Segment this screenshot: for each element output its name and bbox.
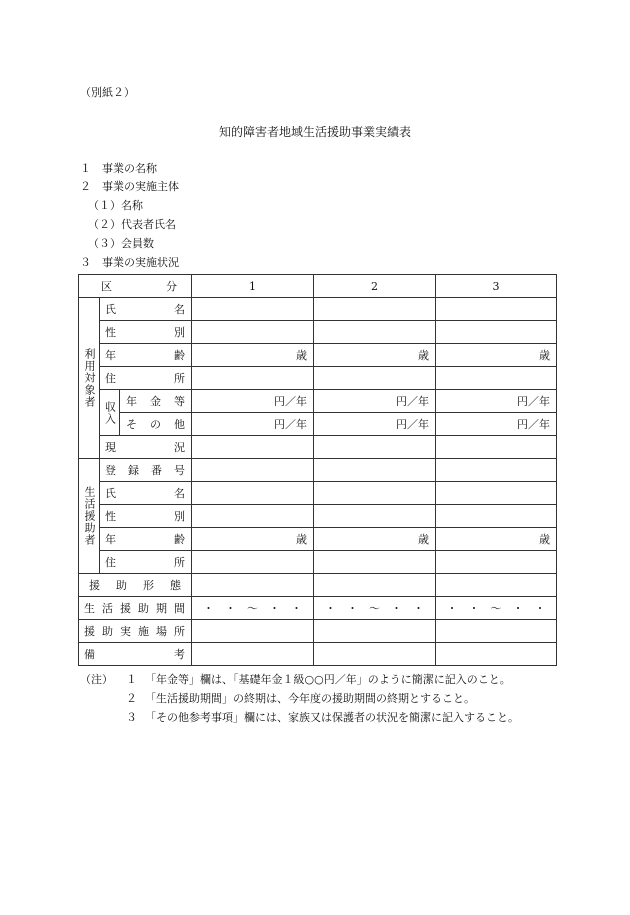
user-sex-row [79, 321, 557, 344]
label-char: 実 [120, 625, 131, 638]
header-ku: 区 [101, 280, 112, 293]
helper-sex-row [79, 505, 557, 528]
cell [436, 482, 557, 505]
yen-unit: 円／年 [314, 390, 436, 413]
label-char: 年 [105, 533, 116, 546]
yen-unit: 円／年 [436, 413, 557, 436]
label-char: 他 [174, 418, 186, 431]
user-status-row [79, 436, 557, 459]
cell [436, 574, 557, 597]
helper-group-label: 生活援助者 [79, 459, 100, 574]
helper-address-row [79, 551, 557, 574]
note-text: 「その他参考事項」欄には、家族又は保護者の状況を簡潔に記入すること。 [145, 711, 519, 724]
label-char: 号 [174, 464, 185, 477]
label-char: 所 [174, 556, 186, 569]
support-place-row [79, 620, 557, 643]
cell [192, 505, 314, 528]
label-char: 期 [156, 602, 167, 615]
page-title: 知的障害者地域生活援助事業実績表 [218, 125, 411, 139]
cell [314, 482, 436, 505]
label-char: 性 [105, 326, 116, 339]
label-char: 備 [84, 648, 95, 661]
record-table [78, 274, 557, 666]
cell [192, 620, 314, 643]
cell [314, 574, 436, 597]
header-row [79, 275, 557, 298]
column-header-2: 2 [314, 275, 436, 298]
cell [314, 321, 436, 344]
label-char: 態 [170, 579, 181, 592]
label-char: 場 [156, 625, 167, 638]
cell [436, 643, 557, 666]
user-age-row [79, 344, 557, 367]
cell [436, 459, 557, 482]
item-2: ２ 事業の実施主体 [80, 180, 179, 193]
cell [436, 551, 557, 574]
label-char: 況 [174, 441, 186, 454]
cell [192, 298, 314, 321]
label-char: 活 [102, 602, 113, 615]
cell [314, 551, 436, 574]
note-number: ３ [126, 711, 137, 724]
label-char: 施 [138, 625, 149, 638]
column-header-1: 1 [192, 275, 314, 298]
yen-unit: 円／年 [192, 390, 314, 413]
annex-label: （別紙２） [80, 86, 135, 99]
label-char: 番 [151, 464, 162, 477]
item-3: ３ 事業の実施状況 [80, 256, 179, 269]
income-label: 収入 [100, 390, 120, 436]
cell [192, 459, 314, 482]
column-header-3: 3 [436, 275, 557, 298]
label-char: 性 [105, 510, 116, 523]
label-char: 年 [126, 395, 137, 408]
label-char: 形 [143, 579, 154, 592]
age-unit: 歳 [192, 344, 314, 367]
item-1: １ 事業の名称 [80, 162, 157, 175]
user-name-row [79, 298, 557, 321]
item-2-2: （２）代表者氏名 [88, 218, 176, 231]
period-value: ・ ・ ～ ・ ・ [192, 597, 314, 620]
note-text: 「生活援助期間」の終期は、今年度の援助期間の終期とすること。 [145, 692, 475, 705]
label-char: 名 [174, 303, 186, 316]
cell [314, 436, 436, 459]
cell [436, 620, 557, 643]
age-unit: 歳 [436, 528, 557, 551]
age-unit: 歳 [192, 528, 314, 551]
label-char: 登 [105, 464, 116, 477]
cell [192, 551, 314, 574]
label-char: 金 [150, 395, 162, 408]
yen-unit: 円／年 [436, 390, 557, 413]
item-2-1: （１）名称 [88, 199, 143, 212]
label-char: 別 [174, 326, 186, 339]
age-unit: 歳 [314, 528, 436, 551]
label-char: 考 [174, 648, 186, 661]
label-char: そ [126, 418, 137, 431]
cell [436, 321, 557, 344]
item-2-3: （３）会員数 [88, 237, 154, 250]
cell [192, 574, 314, 597]
label-char: 生 [84, 602, 95, 615]
cell [192, 367, 314, 390]
notes-label: （注） [80, 673, 113, 686]
helper-registration-row [79, 459, 557, 482]
support-period-row [79, 597, 557, 620]
label-char: 住 [105, 556, 116, 569]
cell [314, 367, 436, 390]
remarks-row [79, 643, 557, 666]
label-char: 氏 [105, 303, 116, 316]
label-char: 間 [174, 602, 185, 615]
label-char: 援 [89, 579, 100, 592]
label-char: 等 [174, 395, 186, 408]
cell [192, 321, 314, 344]
note-number: １ [126, 673, 137, 686]
header-bun: 分 [166, 280, 178, 293]
label-char: 住 [105, 372, 116, 385]
note-text: 「年金等」欄は、「基礎年金１級○○円／年」のように簡潔に記入のこと。 [145, 673, 511, 686]
cell [436, 367, 557, 390]
age-unit: 歳 [436, 344, 557, 367]
label-char: 所 [174, 372, 186, 385]
label-char: 名 [174, 487, 186, 500]
income-other-row [79, 413, 557, 436]
user-address-row [79, 367, 557, 390]
label-char: の [150, 418, 162, 431]
cell [314, 459, 436, 482]
cell [436, 298, 557, 321]
label-char: 所 [174, 625, 185, 638]
cell [436, 436, 557, 459]
cell [192, 482, 314, 505]
period-value: ・ ・ ～ ・ ・ [314, 597, 436, 620]
note-number: ２ [126, 692, 137, 705]
helper-age-row [79, 528, 557, 551]
label-char: 現 [105, 441, 116, 454]
cell [314, 620, 436, 643]
label-char: 助 [102, 625, 113, 638]
label-char: 年 [105, 349, 116, 362]
income-pension-row [79, 390, 557, 413]
label-char: 氏 [105, 487, 116, 500]
helper-name-row [79, 482, 557, 505]
cell [192, 643, 314, 666]
cell [314, 643, 436, 666]
cell [192, 436, 314, 459]
user-group-label: 利用対象者 [79, 298, 100, 459]
period-value: ・ ・ ～ ・ ・ [436, 597, 557, 620]
cell [314, 298, 436, 321]
cell [314, 505, 436, 528]
label-char: 援 [120, 602, 131, 615]
label-char: 齢 [174, 349, 186, 362]
label-char: 別 [174, 510, 186, 523]
label-char: 録 [128, 464, 139, 477]
yen-unit: 円／年 [192, 413, 314, 436]
cell [436, 505, 557, 528]
label-char: 助 [138, 602, 149, 615]
yen-unit: 円／年 [314, 413, 436, 436]
label-char: 援 [84, 625, 95, 638]
label-char: 助 [116, 579, 127, 592]
support-form-row [79, 574, 557, 597]
label-char: 齢 [174, 533, 186, 546]
age-unit: 歳 [314, 344, 436, 367]
